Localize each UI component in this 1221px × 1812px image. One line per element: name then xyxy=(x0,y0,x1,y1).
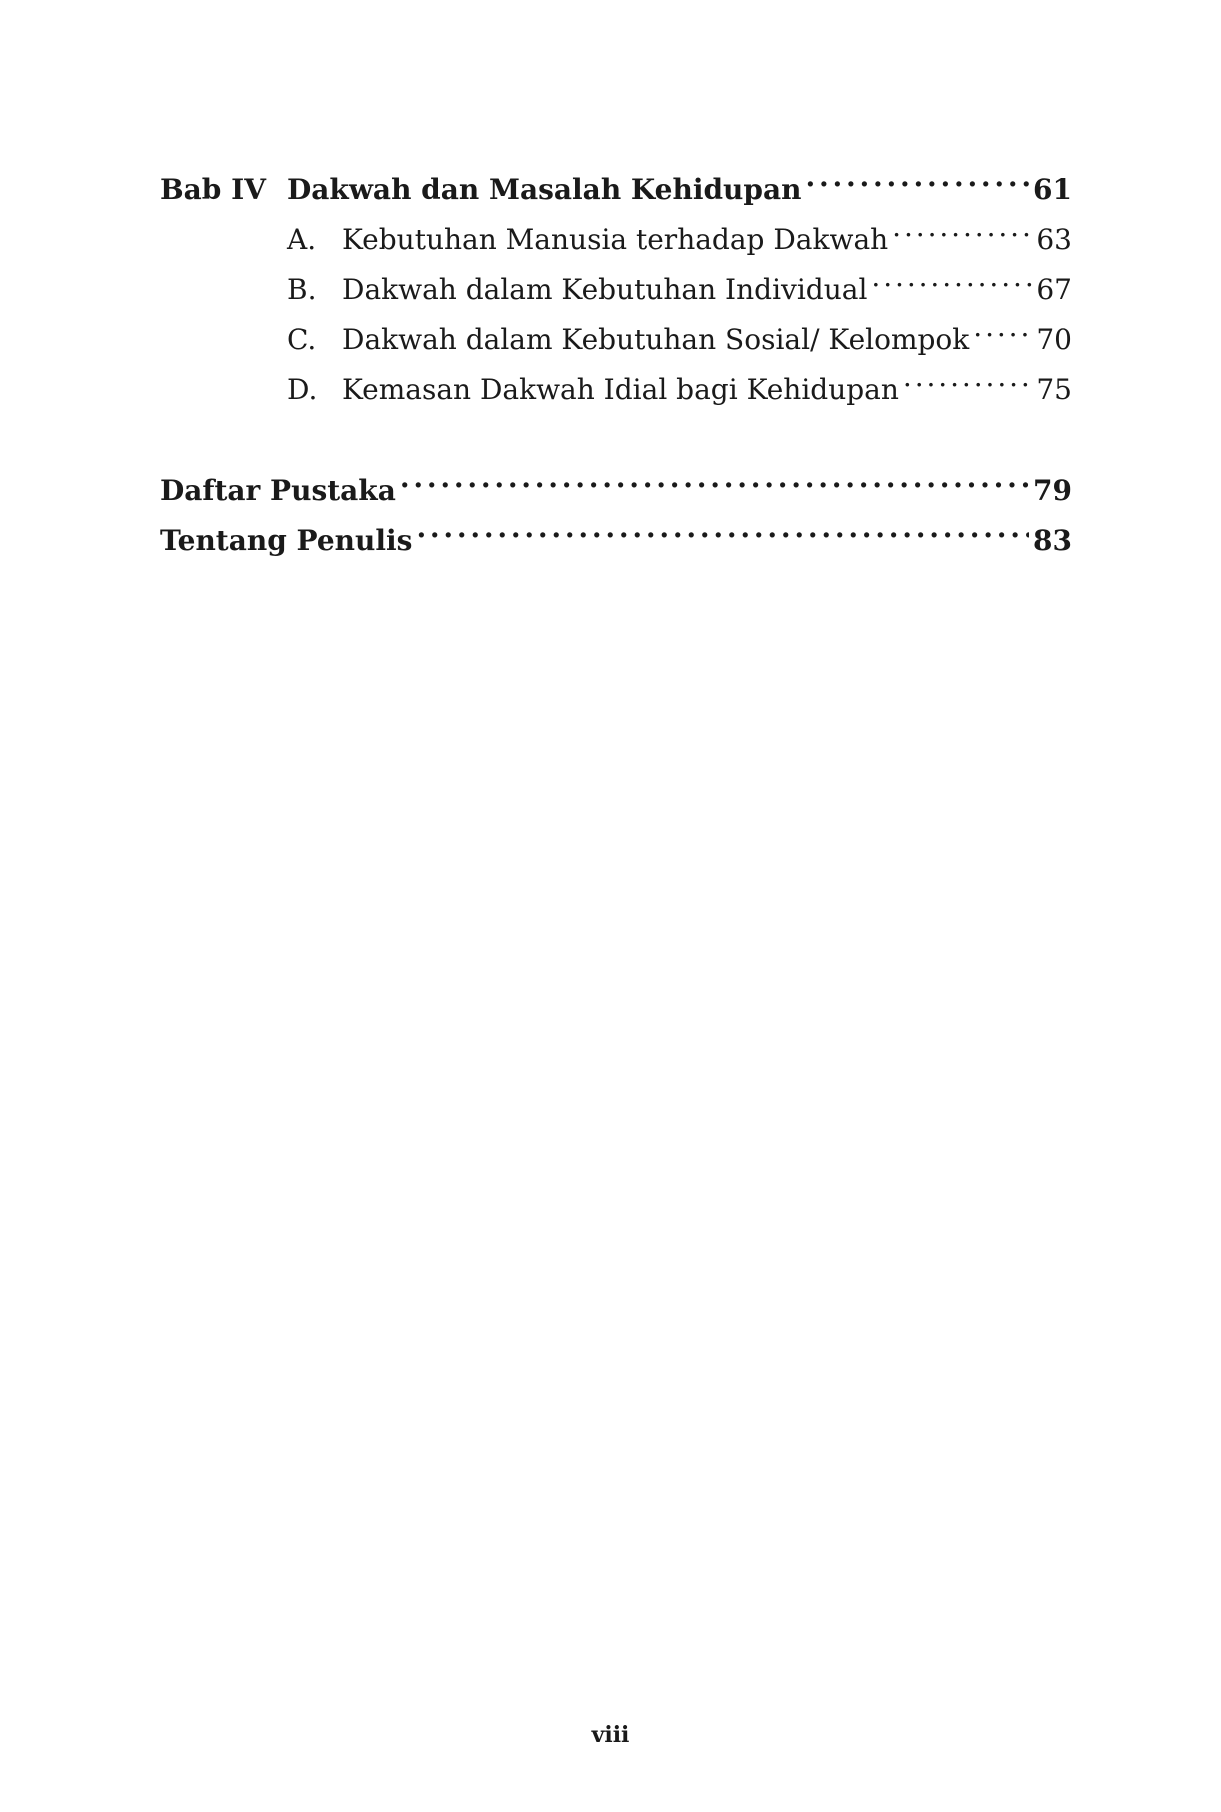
section-letter: D. xyxy=(287,373,318,406)
toc-section-row[interactable] xyxy=(160,255,1072,306)
section-page-number: 75 xyxy=(1036,373,1072,406)
toc-backmatter-row[interactable] xyxy=(160,506,1072,557)
dot-leader xyxy=(973,305,1032,349)
section-letter: B. xyxy=(287,273,317,306)
dot-leader xyxy=(805,155,1029,199)
section-page-number: 67 xyxy=(1036,273,1072,306)
section-page-number: 70 xyxy=(1036,323,1072,356)
dot-leader xyxy=(400,456,1029,500)
chapter-page-number: 61 xyxy=(1033,173,1072,206)
dot-leader xyxy=(903,355,1032,399)
section-title: Kebutuhan Manusia terhadap Dakwah xyxy=(342,223,889,256)
section-title: Dakwah dalam Kebutuhan Individual xyxy=(342,273,868,306)
backmatter-page-number: 79 xyxy=(1033,474,1072,507)
backmatter-page-number: 83 xyxy=(1033,524,1072,557)
dot-leader xyxy=(892,205,1032,249)
section-page-number: 63 xyxy=(1036,223,1072,256)
toc-backmatter-row[interactable] xyxy=(160,456,1072,507)
toc-section-row[interactable] xyxy=(160,355,1072,406)
section-title: Kemasan Dakwah Idial bagi Kehidupan xyxy=(342,373,899,406)
chapter-title: Dakwah dan Masalah Kehidupan xyxy=(287,173,802,206)
toc-chapter-row[interactable] xyxy=(160,155,1072,206)
section-letter: C. xyxy=(287,323,317,356)
section-letter: A. xyxy=(287,223,317,256)
dot-leader xyxy=(416,506,1029,550)
backmatter-title: Daftar Pustaka xyxy=(160,474,396,507)
toc-section-row[interactable] xyxy=(160,305,1072,356)
backmatter-title: Tentang Penulis xyxy=(160,524,413,557)
chapter-label: Bab IV xyxy=(160,173,266,206)
toc-section-row[interactable] xyxy=(160,205,1072,256)
section-title: Dakwah dalam Kebutuhan Sosial/ Kelompok xyxy=(342,323,970,356)
dot-leader xyxy=(871,255,1032,299)
page-folio: viii xyxy=(591,1722,630,1748)
